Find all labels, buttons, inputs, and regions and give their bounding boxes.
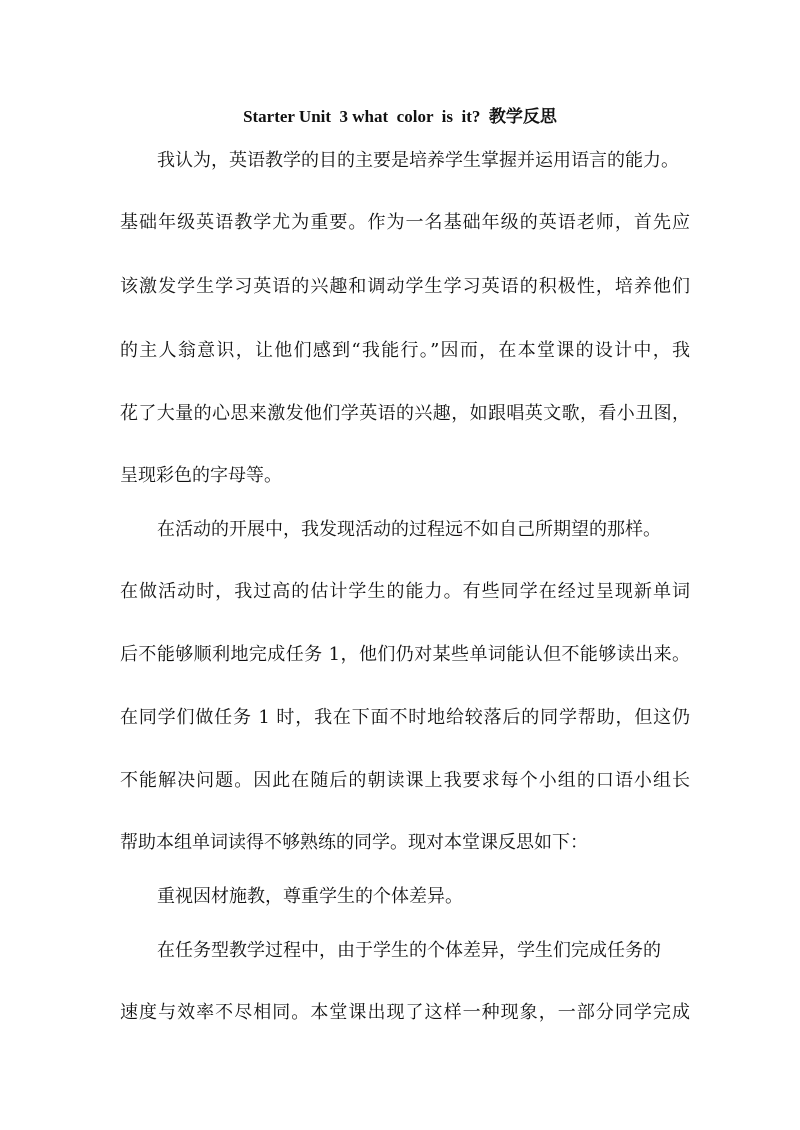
text-line: 重视因材施教，尊重学生的个体差异。 [157,886,463,907]
text-line: 在同学们做任务 1 时，我在下面不时地给较落后的同学帮助，但这仍 [120,707,690,728]
text-line: 在任务型教学过程中，由于学生的个体差异，学生们完成任务的 [157,940,661,961]
text-line: 花了大量的心思来激发他们学英语的兴趣，如跟唱英文歌，看小丑图， [120,403,690,424]
text-line: 速度与效率不尽相同。本堂课出现了这样一种现象，一部分同学完成 [120,1002,690,1023]
document-title: Starter Unit 3 what color is it? 教学反思 [243,107,557,126]
text-line: 呈现彩色的字母等。 [120,465,282,486]
text-line: 在活动的开展中，我发现活动的过程远不如自己所期望的那样。 [157,519,661,540]
text-line: 帮助本组单词读得不够熟练的同学。现对本堂课反思如下： [120,832,588,853]
text-line: 后不能够顺利地完成任务 1，他们仍对某些单词能认但不能够读出来。 [120,644,690,665]
text-line: 该激发学生学习英语的兴趣和调动学生学习英语的积极性，培养他们 [120,276,690,297]
text-line: 在做活动时，我过高的估计学生的能力。有些同学在经过呈现新单词 [120,581,690,602]
text-line: 我认为，英语教学的目的主要是培养学生掌握并运用语言的能力。 [157,150,679,171]
text-line: 基础年级英语教学尤为重要。作为一名基础年级的英语老师，首先应 [120,212,690,233]
text-line: 不能解决问题。因此在随后的朝读课上我要求每个小组的口语小组长 [120,770,690,791]
text-line: 的主人翁意识，让他们感到“我能行。”因而，在本堂课的设计中，我 [120,340,690,361]
